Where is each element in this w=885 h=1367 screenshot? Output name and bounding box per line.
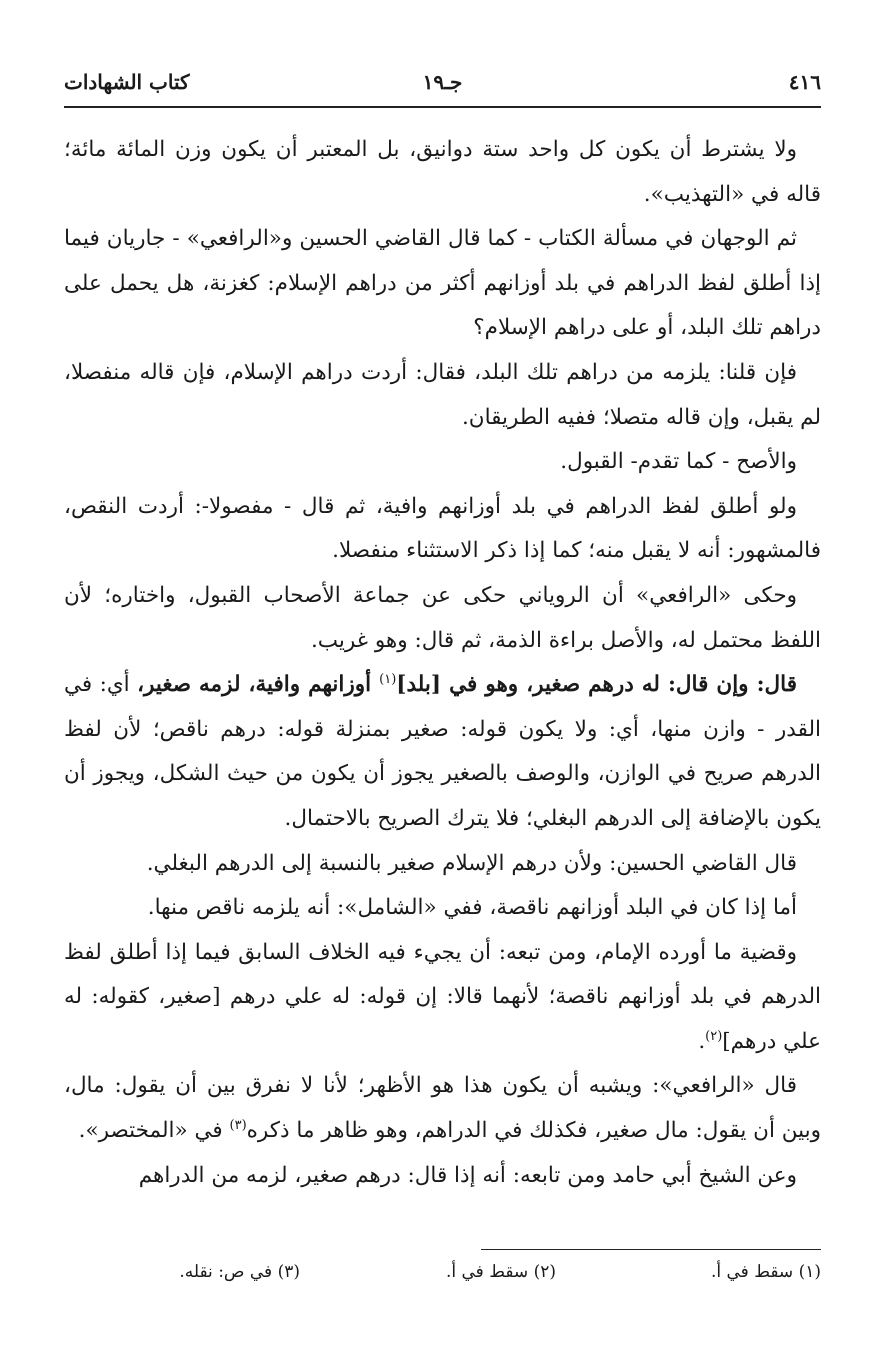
paragraph: أما إذا كان في البلد أوزانهم ناقصة، ففي «الشامل»: أنه يلزمه ناقص منها. <box>147 895 797 921</box>
sharh-text: أي: في القدر - وازن منها، أي: ولا يكون قوله: صغير بمنزلة قوله: درهم ناقص؛ لأن لفظ الدرهم صريح في الوازن، والوصف بالصغير يجوز أن يكون من حيث الشكل، ويجوز أن يكون بالإضافة إلى الدرهم البغلي؛ فلا يترك الصريح بالاحتمال. <box>64 672 821 831</box>
paragraph-text: وقضية ما أورده الإمام، ومن تبعه: أن يجيء فيه الخلاف السابق فيما إذا أطلق لفظ الدرهم في بلد أوزانهم ناقصة؛ لأنهما قالا: إن قوله: له علي درهم [صغير، كقوله: له علي درهم] <box>64 939 821 1054</box>
paragraph: ولو أطلق لفظ الدراهم في بلد أوزانهم وافية، ثم قال - مفصولا-: أردت النقص، فالمشهور: أنه لا يقبل منه؛ كما إذا ذكر الاستثناء منفصلا. <box>64 493 821 564</box>
paragraph: ثم الوجهان في مسألة الكتاب - كما قال القاضي الحسين و«الرافعي» - جاريان فيما إذا أطلق لفظ الدراهم في بلد أوزانهم أكثر من دراهم الإسلام: كغزنة، هل يحمل على دراهم تلك البلد، أو على دراهم الإسلام؟ <box>64 226 821 341</box>
main-text <box>64 128 821 1198</box>
paragraph-text: قال «الرافعي»: ويشبه أن يكون هذا هو الأظهر؛ لأنا لا نفرق بين أن يقول: مال، وبين أن يقول: مال صغير، فكذلك في الدراهم، وهو ظاهر ما ذكره <box>64 1073 821 1144</box>
matn-text: أوزانهم وافية، لزمه صغير، <box>137 672 380 698</box>
footnote: (١) سقط في أ. <box>710 1262 821 1282</box>
paragraph: ولا يشترط أن يكون كل واحد ستة دوانيق، بل المعتبر أن يكون وزن المائة مائة؛ قاله في «التهذيب». <box>64 137 821 207</box>
footnote: (٣) في ص: نقله. <box>179 1262 300 1282</box>
footnote-divider <box>481 1249 821 1250</box>
matn-paragraph <box>64 663 821 841</box>
paragraph: وعن الشيخ أبي حامد ومن تابعه: أنه إذا قال: درهم صغير، لزمه من الدراهم <box>138 1162 797 1188</box>
running-header <box>64 70 821 104</box>
paragraph: وحكى «الرافعي» أن الروياني حكى عن جماعة الأصحاب القبول، واختاره؛ لأن اللفظ محتمل له، والأصل براءة الذمة، ثم قال: وهو غريب. <box>64 582 821 653</box>
paragraph <box>64 931 821 1065</box>
page-number: ٤١٦ <box>788 70 821 94</box>
paragraph-text: في «المختصر». <box>78 1118 230 1144</box>
paragraph: قال القاضي الحسين: ولأن درهم الإسلام صغير بالنسبة إلى الدرهم البغلي. <box>146 850 797 876</box>
paragraph: والأصح - كما تقدم- القبول. <box>560 449 797 475</box>
matn-text: قال: وإن قال: له درهم صغير، وهو في [بلد] <box>396 672 797 698</box>
footnote-ref: (٣) <box>229 1117 247 1133</box>
header-divider <box>64 106 821 108</box>
footnotes <box>64 1262 821 1292</box>
volume-label: جـ١٩ <box>422 70 463 94</box>
chapter-title: كتاب الشهادات <box>64 70 190 94</box>
paragraph: فإن قلنا: يلزمه من دراهم تلك البلد، فقال: أردت دراهم الإسلام، فإن قاله منفصلا، لم يقبل، وإن قاله متصلا؛ ففيه الطريقان. <box>64 359 821 430</box>
paragraph <box>64 1064 821 1153</box>
footnote-ref: (٢) <box>705 1028 723 1044</box>
footnote: (٢) سقط في أ. <box>445 1262 556 1282</box>
footnote-ref: (١) <box>379 671 397 687</box>
paragraph-text: . <box>698 1028 706 1054</box>
